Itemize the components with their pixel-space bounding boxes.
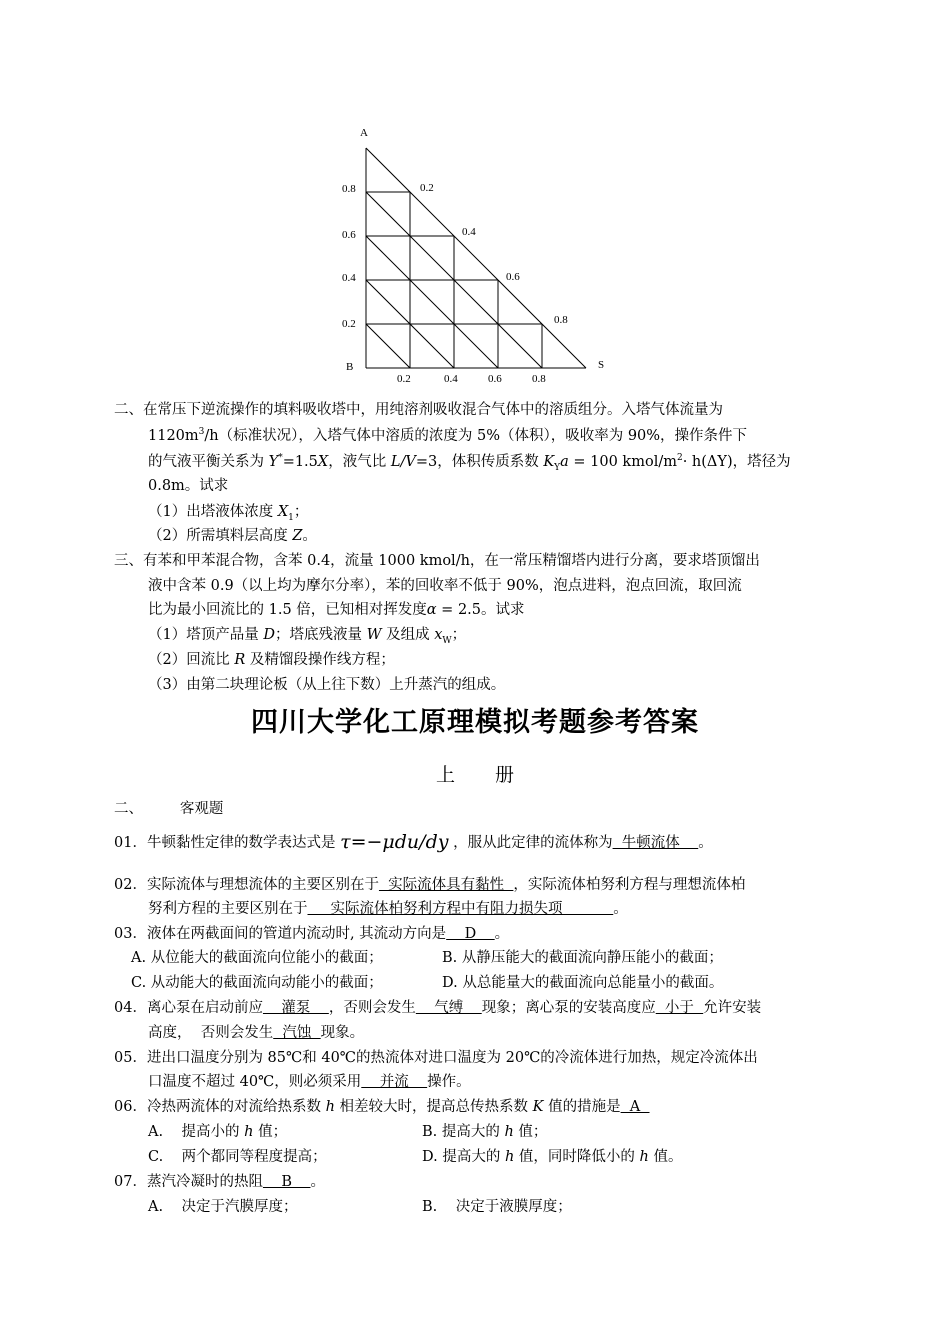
- answer-04-line-2: 高度， 否则会发生 汽蚀 现象。: [148, 1025, 365, 1041]
- answer-07-option-b: B. 决定于液膜厚度；: [422, 1199, 572, 1215]
- answer-06: 06．冷热两流体的对流给热系数 h 相差较大时，提高总传热系数 K 值的措施是 A: [114, 1099, 650, 1115]
- q2-line-3: 的气液平衡关系为 Y*=1.5X，液气比 L/V=3，体积传质系数 $K_Ya = 100$ kmol/$m^2\cdot h(\Delta Y)$，塔径为: [148, 453, 791, 473]
- answer-blank: 牛顿流体: [612, 835, 699, 851]
- q3-line-3: 比为最小回流比的 1.5 倍，已知相对挥发度α = 2.5。试求: [148, 602, 525, 618]
- hyp-tick: 0.2: [420, 182, 434, 194]
- newton-viscosity-formula: τ=−μdu/dy: [340, 831, 449, 853]
- answer-05-line-1: 05．进出口温度分别为 85℃和 40℃的热流体对进口温度为 20℃的冷流体进行加热，规定冷流体出: [114, 1050, 758, 1066]
- bottom-tick: 0.2: [397, 373, 411, 385]
- answer-blank: 汽蚀: [273, 1025, 321, 1041]
- answer-06-option-d: D. 提高大的 h 值，同时降低小的 h 值。: [422, 1149, 683, 1165]
- vertex-s-label: S: [598, 359, 605, 371]
- answer-04-line-1: 04．离心泵在启动前应 灌泵 ，否则会发生 气缚 现象；离心泵的安装高度应 小于 允许安装: [114, 1000, 762, 1016]
- answer-02-line-1: 02．实际流体与理想流体的主要区别在于 实际流体具有黏性 ，实际流体柏努利方程与理想流体柏: [114, 877, 746, 893]
- q3-sub-3: （3）由第二块理论板（从上往下数）上升蒸汽的组成。: [148, 677, 506, 693]
- answer-blank: 小于: [655, 1000, 704, 1016]
- answer-02-line-2: 努利方程的主要区别在于 实际流体柏努利方程中有阻力损失项 。: [148, 901, 628, 917]
- ternary-triangle-diagram: [330, 120, 630, 385]
- answer-blank: D: [446, 926, 495, 942]
- vertex-b-label: B: [346, 361, 354, 373]
- answer-03-option-c: C. 从动能大的截面流向动能小的截面；: [131, 975, 383, 991]
- answer-03-option-b: B. 从静压能大的截面流向静压能小的截面；: [442, 950, 723, 966]
- answer-06-option-c: C. 两个都同等程度提高；: [148, 1149, 327, 1165]
- answer-blank: B: [262, 1174, 311, 1190]
- q2-line-1: 二、在常压下逆流操作的填料吸收塔中，用纯溶剂吸收混合气体中的溶质组分。入塔气体流量为: [114, 402, 723, 418]
- answers-title: 四川大学化工原理模拟考题参考答案: [251, 707, 699, 738]
- q2-sub-1: （1）出塔液体浓度 $X_1$；: [148, 504, 309, 523]
- answer-blank: 实际流体柏努利方程中有阻力损失项: [307, 901, 614, 917]
- bottom-tick: 0.4: [444, 373, 458, 385]
- q3-line-2: 液中含苯 0.9（以上均为摩尔分率），苯的回收率不低于 90%，泡点进料，泡点回流，取回流: [148, 578, 742, 594]
- hyp-tick: 0.6: [506, 271, 520, 283]
- answer-blank: A: [620, 1099, 650, 1115]
- answer-03-option-d: D. 从总能量大的截面流向总能量小的截面。: [442, 975, 724, 991]
- answer-blank: 实际流体具有黏性: [378, 877, 514, 893]
- answer-07-option-a: A. 决定于汽膜厚度；: [148, 1199, 298, 1215]
- hyp-tick: 0.8: [554, 314, 568, 326]
- grid-d-2: [366, 236, 498, 368]
- answer-blank: 气缚: [415, 1000, 482, 1016]
- q3-sub-2: （2）回流比 R 及精馏段操作线方程；: [148, 652, 395, 668]
- answer-07: 07．蒸汽冷凝时的热阻 B 。: [114, 1174, 325, 1190]
- q2-line-4: 0.8m。试求: [148, 478, 229, 494]
- answer-blank: 并流: [361, 1074, 428, 1090]
- answer-03-option-a: A. 从位能大的截面流向位能小的截面；: [131, 950, 383, 966]
- answer-05-line-2: 口温度不超过 40℃，则必须采用 并流 操作。: [148, 1074, 471, 1090]
- answer-06-option-b: B. 提高大的 h 值；: [422, 1124, 548, 1140]
- vertex-a-label: A: [360, 127, 368, 139]
- left-tick: 0.8: [342, 183, 356, 195]
- answer-01: 01．牛顿黏性定律的数学表达式是 τ=−μdu/dy ，服从此定律的流体称为 牛顿流体 。: [114, 831, 713, 853]
- q2-line-2: $1120m^3/h$（标准状况），入塔气体中溶质的浓度为 5%（体积），吸收率为 90%，操作条件下: [148, 427, 748, 444]
- bottom-tick: 0.8: [532, 373, 546, 385]
- q3-line-1: 三、有苯和甲苯混合物，含苯 0.4，流量 1000 kmol/h，在一常压精馏塔内进行分离，要求塔顶馏出: [114, 553, 760, 569]
- q2-sub-2: （2）所需填料层高度 Z。: [148, 528, 317, 544]
- left-tick: 0.4: [342, 272, 356, 284]
- section-heading: 二、 客观题: [114, 801, 224, 817]
- grid-d-4: [366, 324, 410, 368]
- answer-blank: 灌泵: [262, 1000, 329, 1016]
- edge-as: [366, 148, 586, 368]
- q3-sub-1: （1）塔顶产品量 D；塔底残液量 W 及组成 $x_W$；: [148, 627, 467, 646]
- left-tick: 0.2: [342, 318, 356, 330]
- answer-06-option-a: A. 提高小的 h 值；: [148, 1124, 288, 1140]
- bottom-tick: 0.6: [488, 373, 502, 385]
- answer-03: 03．液体在两截面间的管道内流动时, 其流动方向是 D 。: [114, 926, 510, 942]
- left-tick: 0.6: [342, 229, 356, 241]
- answers-subtitle: 上册: [435, 764, 554, 786]
- hyp-tick: 0.4: [462, 226, 476, 238]
